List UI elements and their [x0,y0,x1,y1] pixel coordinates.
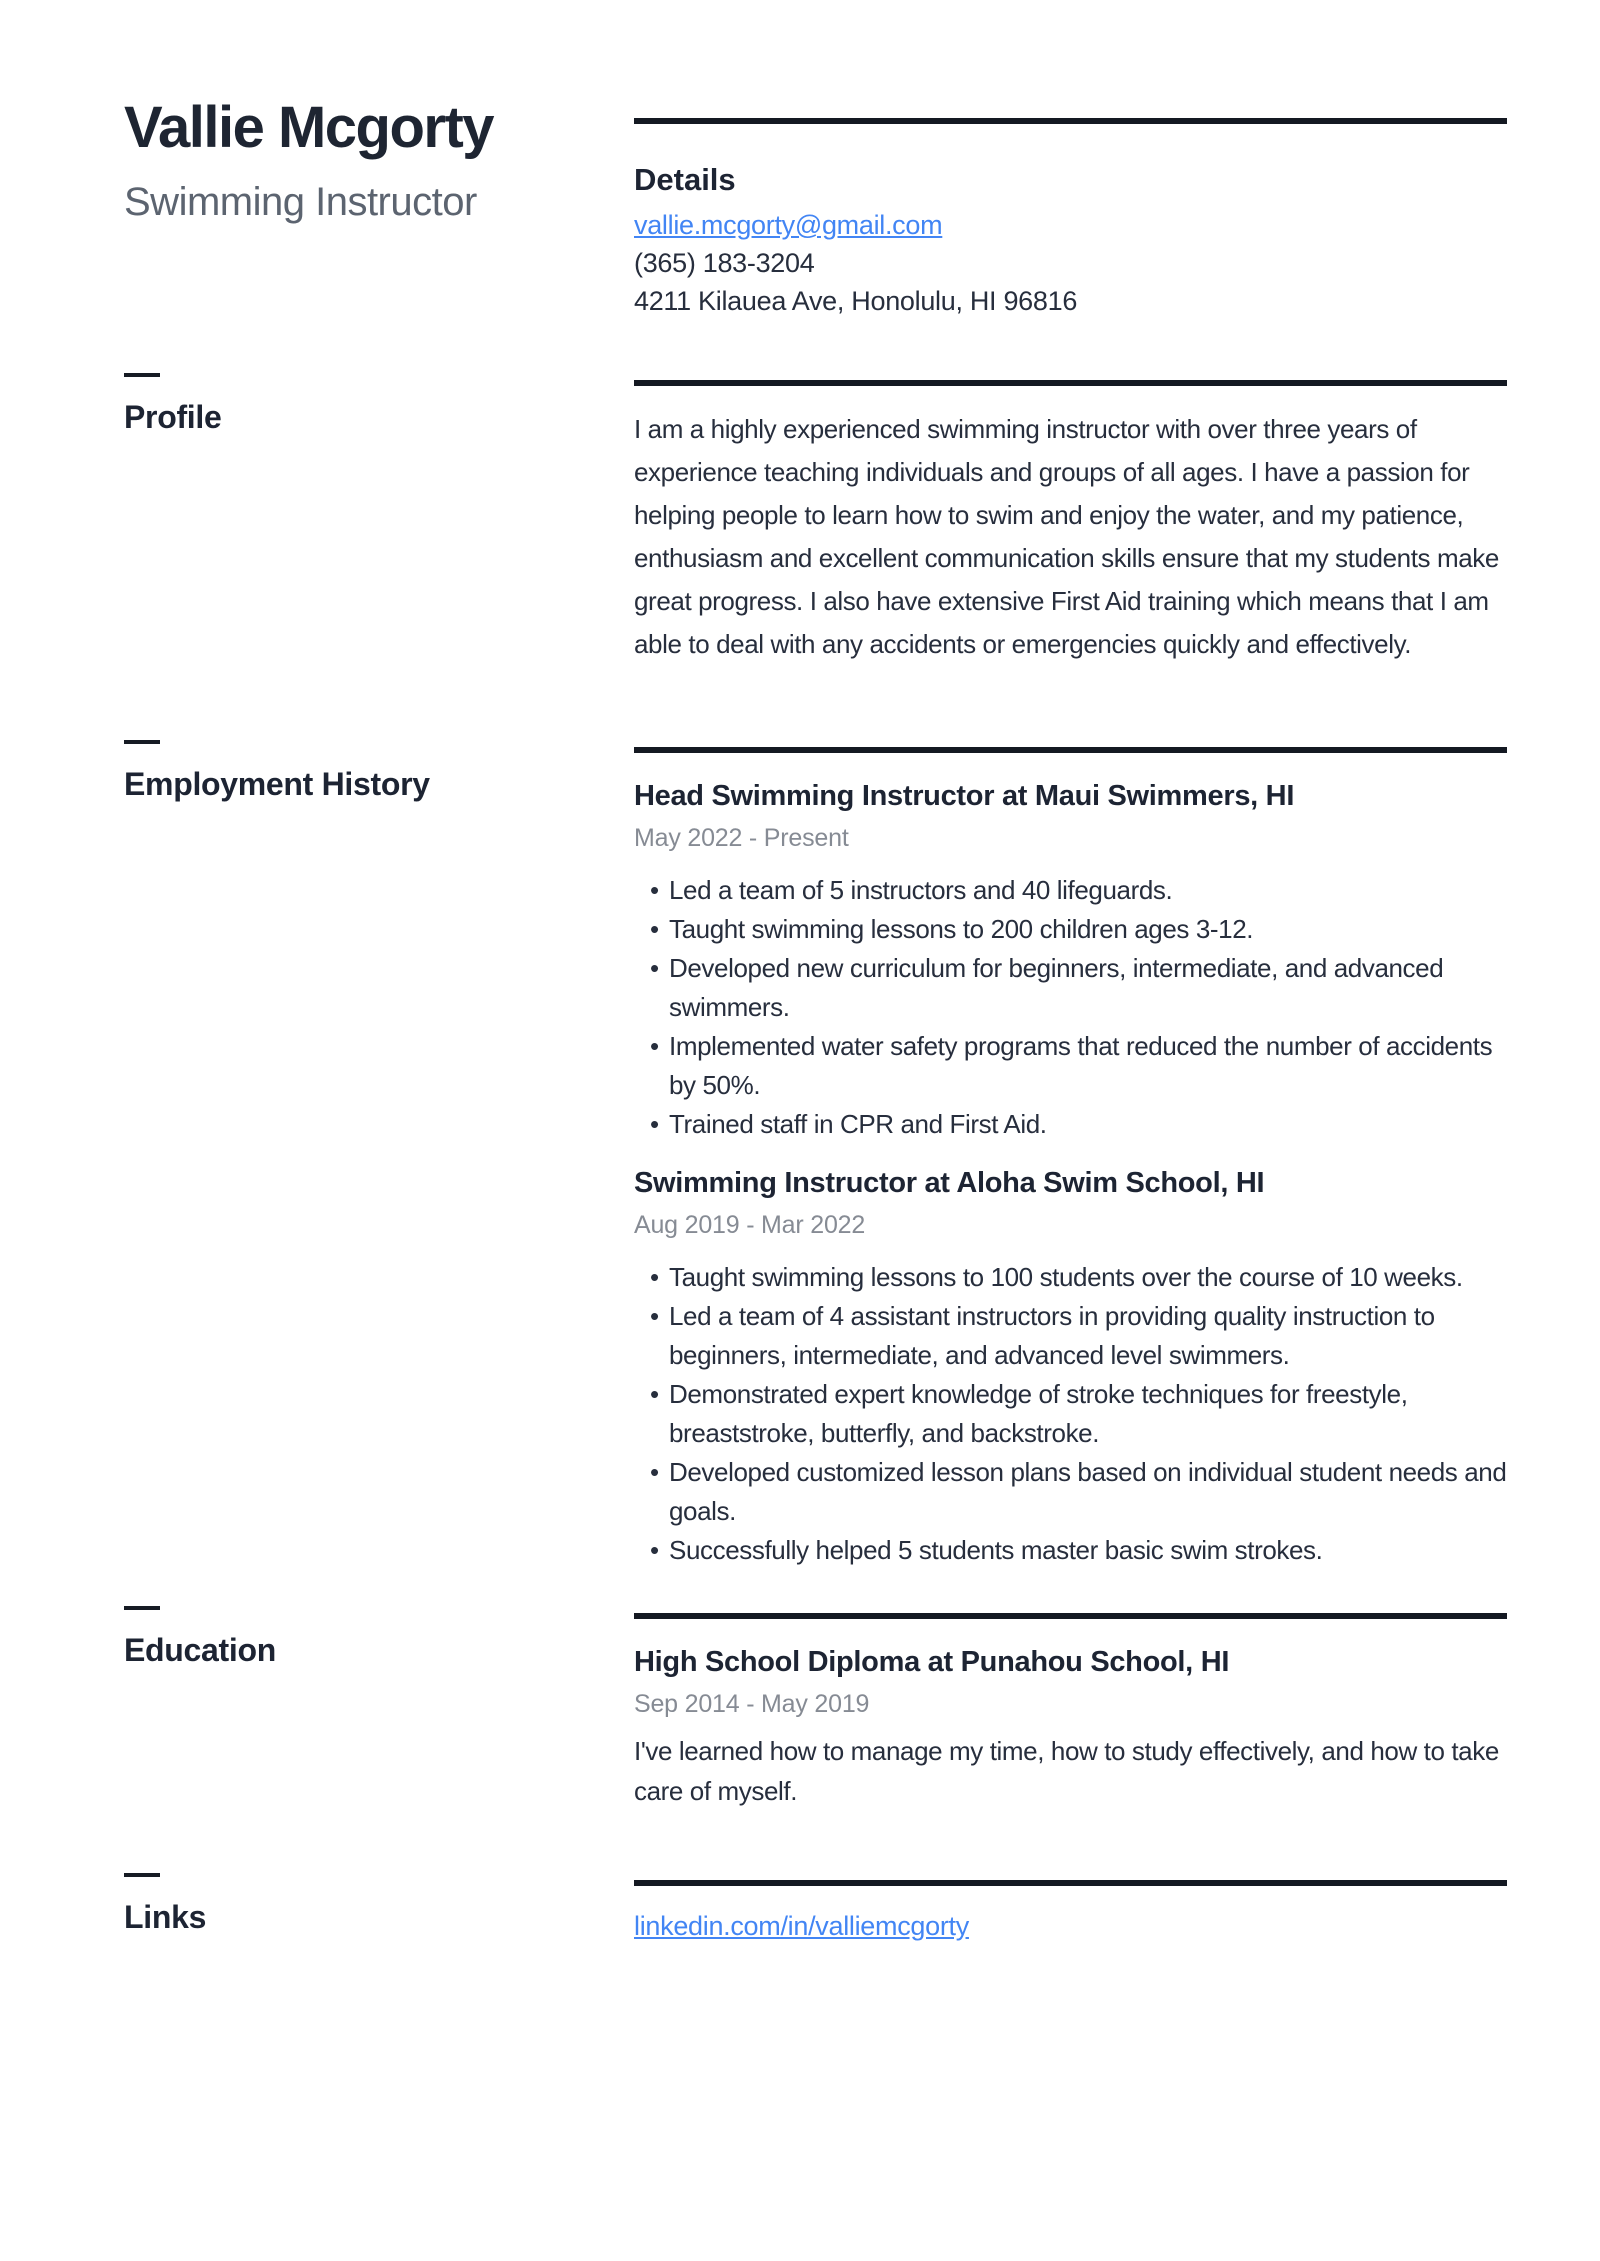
email-row [634,206,1507,244]
employment-content [634,740,1507,1570]
job-bullet: • Taught swimming lessons to 100 students over the course of 10 weeks. [634,1258,1507,1297]
section-dash [124,1873,160,1877]
job-title: Swimming Instructor at Aloha Swim School, HI [634,1167,1265,1199]
education-dates: Sep 2014 - May 2019 [634,1690,870,1718]
job-dates: Aug 2019 - Mar 2022 [634,1211,866,1239]
linkedin-link[interactable]: linkedin.com/in/valliemcgorty [634,1911,969,1941]
job-bullet: • Led a team of 4 assistant instructors in providing quality instruction to beginners, intermediate, and advanced level swimmers. [634,1297,1507,1375]
section-divider [634,1613,1507,1619]
header-section [0,96,1600,320]
job-title: Head Swimming Instructor at Maui Swimmers, HI [634,780,1295,812]
section-dash [124,373,160,377]
details-heading: Details [634,162,736,197]
job-entry [634,777,1507,1144]
education-description: I've learned how to manage my time, how to study effectively, and how to take care of myself. [634,1736,1499,1806]
job-bullet: • Developed customized lesson plans based on individual student needs and goals. [634,1453,1507,1531]
identity-block [124,96,510,320]
links-heading: Links [124,1899,207,1935]
education-heading: Education [124,1632,276,1668]
page-title: Vallie Mcgorty [124,95,494,160]
job-bullet: • Demonstrated expert knowledge of stroke techniques for freestyle, breaststroke, butterfly, and backstroke. [634,1375,1507,1453]
job-bullet: • Taught swimming lessons to 200 children ages 3-12. [634,910,1507,949]
links-section [0,1873,1600,1944]
job-subtitle: Swimming Instructor [124,180,477,224]
education-title: High School Diploma at Punahou School, HI [634,1646,1230,1678]
job-bullet: • Successfully helped 5 students master basic swim strokes. [634,1531,1507,1570]
profile-heading-block [124,373,510,666]
profile-content [634,373,1507,666]
job-bullet: • Developed new curriculum for beginners, intermediate, and advanced swimmers. [634,949,1507,1027]
education-entry [634,1643,1507,1811]
education-heading-block [124,1606,510,1811]
address: 4211 Kilauea Ave, Honolulu, HI 96816 [634,286,1078,316]
email-link[interactable]: vallie.mcgorty@gmail.com [634,210,943,240]
employment-heading: Employment History [124,766,430,802]
links-content [634,1873,1507,1944]
section-divider [634,118,1507,124]
job-bullet: • Trained staff in CPR and First Aid. [634,1105,1507,1144]
section-dash [124,740,160,744]
education-section [0,1606,1600,1811]
links-heading-block [124,1873,510,1944]
contact-block [634,206,1507,320]
job-bullet-list [634,871,1507,1144]
phone: (365) 183-3204 [634,248,815,278]
profile-text: I am a highly experienced swimming instructor with over three years of experience teaching individuals and groups of all ages. I have a passion for helping people to learn how to swim and enjoy the water, and my patience, enthusiasm and excellent communication skills ensure that my students make great progress. I also have extensive First Aid training which means that I am able to deal with any accidents or emergencies quickly and effectively. [634,414,1499,659]
details-block [634,96,1507,320]
employment-heading-block [124,740,510,1570]
section-divider [634,747,1507,753]
job-bullet: • Implemented water safety programs that reduced the number of accidents by 50%. [634,1027,1507,1105]
employment-section [0,740,1600,1570]
job-dates: May 2022 - Present [634,824,849,852]
job-bullet-list [634,1258,1507,1570]
section-divider [634,1880,1507,1886]
job-bullet: • Led a team of 5 instructors and 40 lifeguards. [634,871,1507,910]
profile-section [0,373,1600,666]
profile-heading: Profile [124,399,222,435]
job-entry [634,1164,1507,1570]
education-content [634,1606,1507,1811]
section-divider [634,380,1507,386]
section-dash [124,1606,160,1610]
links-list [634,1908,1507,1944]
